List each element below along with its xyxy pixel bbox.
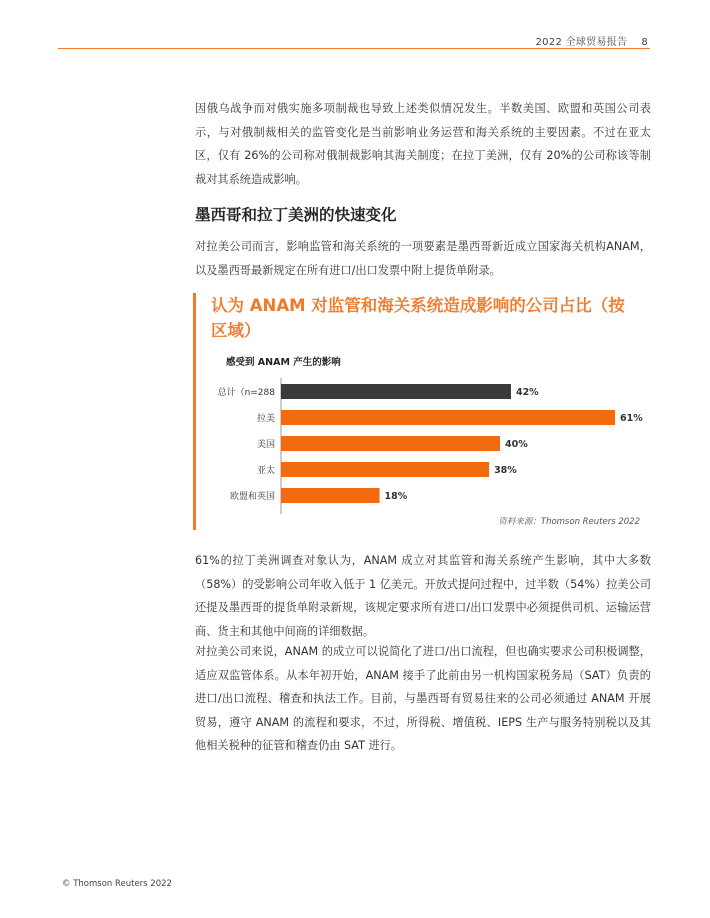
chart-source: 资料来源：Thomson Reuters 2022 <box>498 517 640 527</box>
chart-category-label: 亚太 <box>256 466 275 476</box>
paragraph-anam-sat: 对拉美公司来说，ANAM 的成立可以说简化了进口/出口流程，但也确实要求公司积极调整，适应双监管体系。从本年初开始，ANAM 接手了此前由另一机构国家税务局（SAT）负责的进口/出口流程、稽查和执法工作。目前，与墨西哥有贸易往来的公司必须通过 ANAM 开展贸易，遵守 ANAM 的流程和要求，不过，所得税、增值税、IEPS 生产与服务特别税以及其他相关税种的征管和稽查仍由 SAT 进行。 <box>195 645 651 752</box>
chart-subtitle: 感受到 ANAM 产生的影响 <box>226 357 341 368</box>
report-title: 2022 全球贸易报告 <box>535 37 628 48</box>
section-heading: 墨西哥和拉丁美洲的快速变化 <box>195 206 397 224</box>
paragraph-sanctions: 因俄乌战争而对俄实施多项制裁也导致上述类似情况发生。半数美国、欧盟和英国公司表示，与对俄制裁相关的监管变化是当前影响业务运营和海关系统的主要因素。不过在亚太区，仅有 26%的公司称对俄制裁影响其海关制度；在拉丁美洲，仅有 20%的公司称该等制裁对其系统造成影响。 <box>195 102 651 186</box>
chart-bar <box>281 410 615 425</box>
chart-value-label: 61% <box>620 413 643 424</box>
chart-bar <box>281 488 380 503</box>
paragraph-latam-findings: 61%的拉丁美洲调查对象认为，ANAM 成立对其监管和海关系统产生影响，其中大多数（58%）的受影响公司年收入低于 1 亿美元。开放式提问过程中，过半数（54%）拉美公司还提及墨西哥的提货单附录新规，该规定要求所有进口/出口发票中必须提供司机、运输运营商、货主和其他中间商的详细数据。 <box>195 554 651 638</box>
chart-value-label: 42% <box>515 387 539 398</box>
bar-chart <box>196 378 656 512</box>
chart-bar <box>281 384 511 399</box>
chart-value-label: 40% <box>505 439 528 450</box>
footer-copyright: © Thomson Reuters 2022 <box>62 879 172 889</box>
header-divider <box>58 48 650 49</box>
chart-category-label: 拉美 <box>256 414 275 424</box>
page-number: 8 <box>641 37 648 48</box>
chart-value-label: 18% <box>384 491 408 502</box>
chart-category-label: 总计（n=288 <box>217 388 275 398</box>
chart-bar <box>281 436 500 451</box>
chart-category-label: 美国 <box>256 440 275 450</box>
chart-value-label: 38% <box>494 465 517 476</box>
chart-title: 认为 ANAM 对监管和海关系统造成影响的公司占比（按区域） <box>211 296 625 340</box>
paragraph-anam-intro: 对拉美公司而言，影响监管和海关系统的一项要素是墨西哥新近成立国家海关机构ANAM，以及墨西哥最新规定在所有进口/出口发票中附上提货单附录。 <box>195 240 651 277</box>
report-header <box>535 33 648 48</box>
chart-bar <box>281 462 489 477</box>
chart-category-label: 欧盟和英国 <box>229 492 275 502</box>
